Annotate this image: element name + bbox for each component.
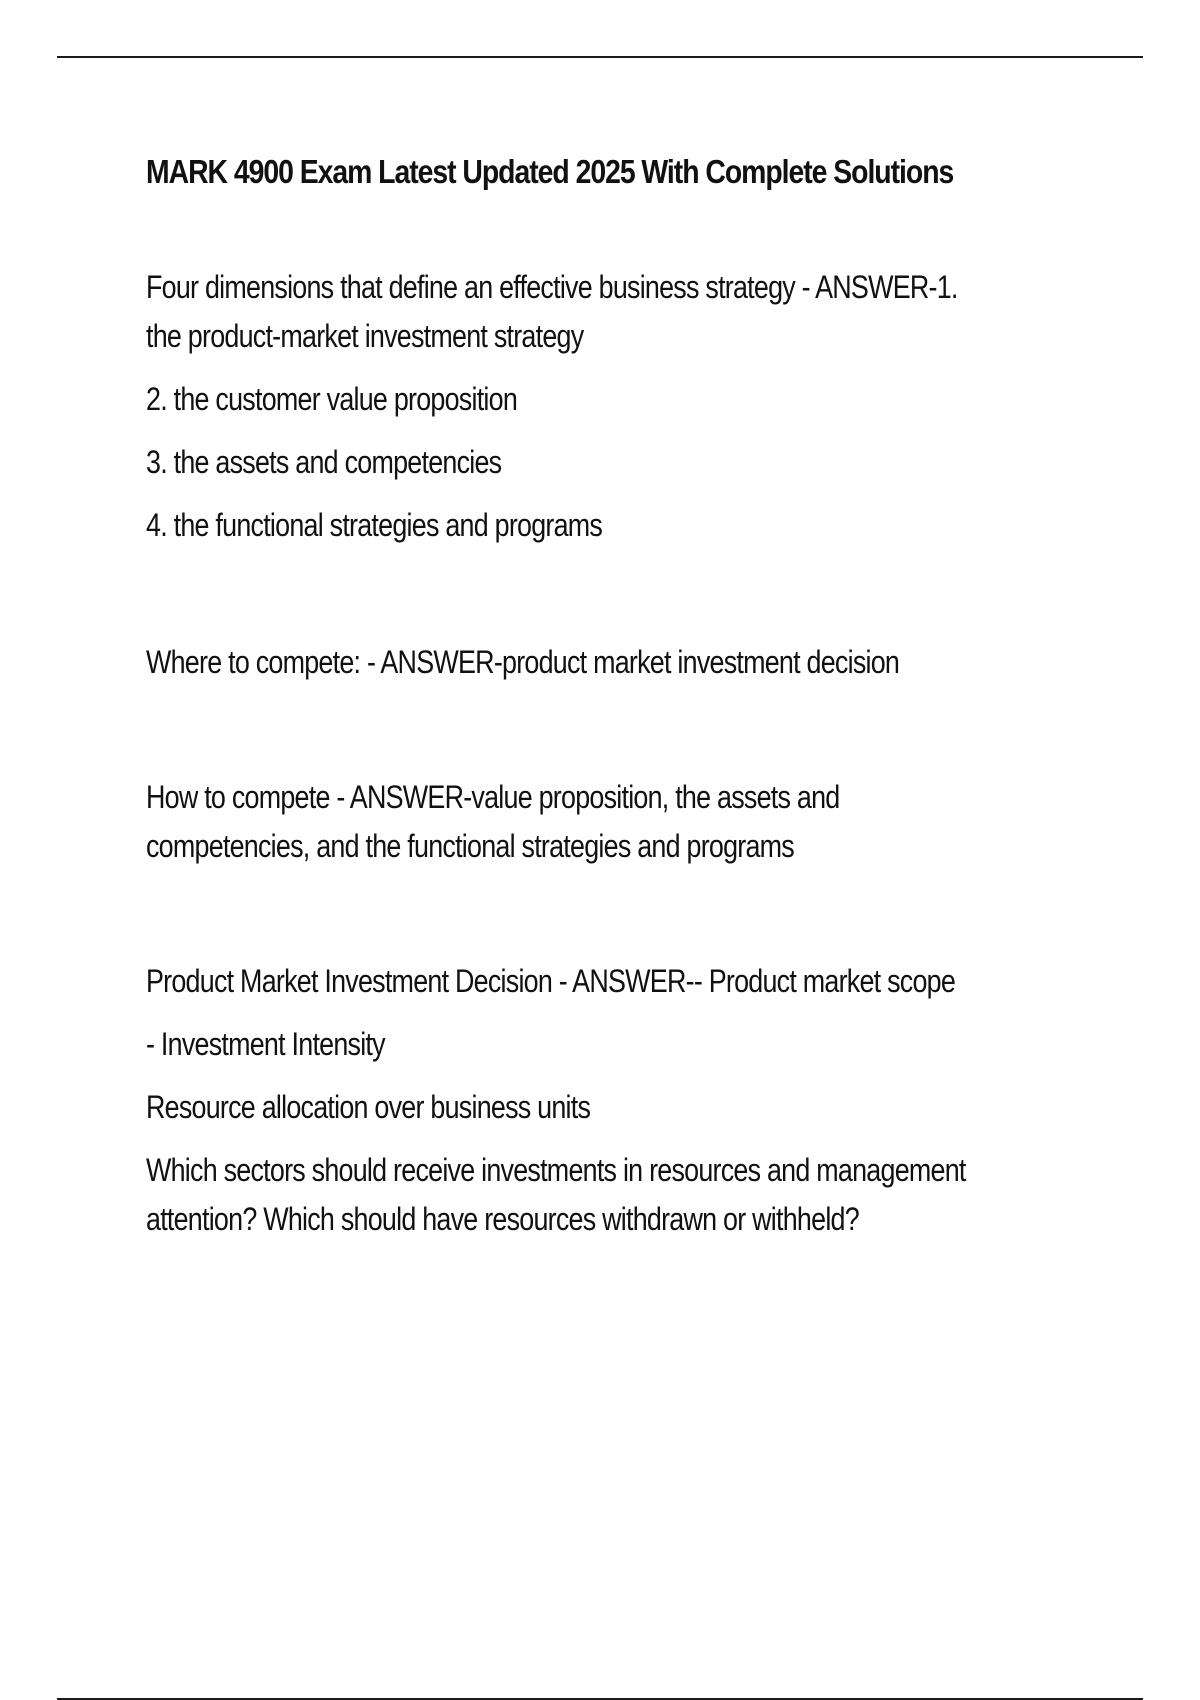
entry-4-item-2: Resource allocation over business units bbox=[146, 1089, 591, 1125]
entry-3-line-2: competencies, and the functional strategies and programs bbox=[146, 828, 794, 864]
entry-3-line-1: How to compete - ANSWER-value proposition, the assets and bbox=[146, 779, 840, 815]
entry-4-tail-line-1: Which sectors should receive investments in resources and management bbox=[146, 1152, 966, 1188]
qa-entry-3 bbox=[146, 772, 1087, 872]
entry-4-item-1: - Investment Intensity bbox=[146, 1026, 385, 1062]
document-body bbox=[146, 148, 1086, 1245]
entry-1-item-4: 4. the functional strategies and programs bbox=[146, 507, 603, 543]
entry-1-item-2: 2. the customer value proposition bbox=[146, 381, 518, 417]
qa-entry-2 bbox=[146, 637, 1087, 688]
entry-1-item-3: 3. the assets and competencies bbox=[146, 444, 502, 480]
top-rule bbox=[57, 56, 1143, 58]
qa-entry-1 bbox=[146, 262, 1087, 551]
qa-entry-4 bbox=[146, 956, 1087, 1245]
entry-1-question-line-2: the product-market investment strategy bbox=[146, 318, 584, 354]
document-title: MARK 4900 Exam Latest Updated 2025 With Complete Solutions bbox=[146, 153, 954, 190]
entry-4-tail-line-2: attention? Which should have resources withdrawn or withheld? bbox=[146, 1201, 859, 1237]
entry-4-line-1: Product Market Investment Decision - ANSWER-- Product market scope bbox=[146, 963, 956, 999]
entry-2-line-1: Where to compete: - ANSWER-product market investment decision bbox=[146, 644, 900, 680]
entry-1-question-line-1: Four dimensions that define an effective business strategy - ANSWER-1. bbox=[146, 269, 958, 305]
